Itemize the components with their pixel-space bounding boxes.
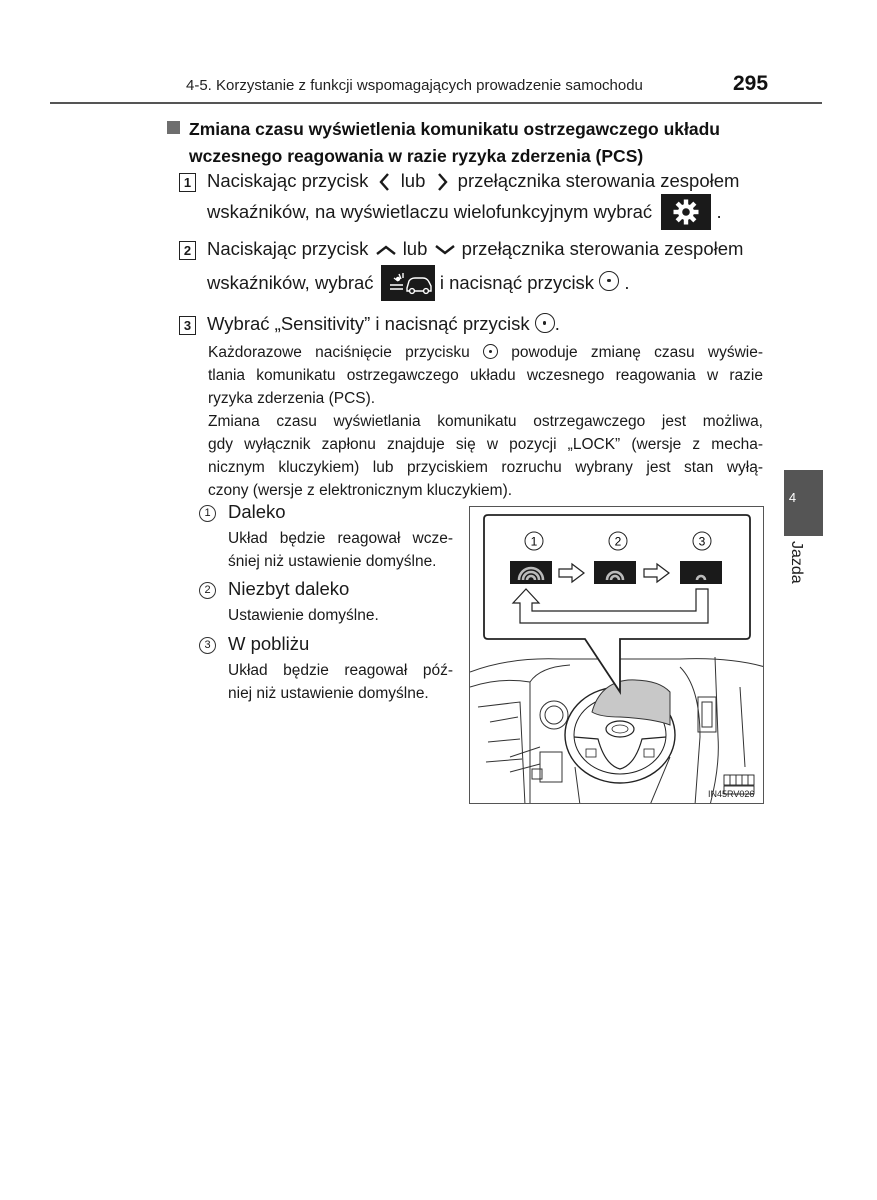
step-2-line2 <box>207 265 629 301</box>
pcs-warning-display-icon <box>381 265 435 301</box>
step-2-text-b: przełącznika sterowania zespołem <box>461 238 744 259</box>
note-2-line-4: czony (wersje z elektronicznym kluczykiem). <box>208 482 513 499</box>
figure-marker-2 <box>609 532 627 550</box>
option-3-desc-line1: Układ będzie reagował póź- <box>228 662 453 679</box>
step-1-or: lub <box>400 170 426 191</box>
step-3-number: 3 <box>179 316 196 335</box>
option-1-label: Daleko <box>228 501 286 522</box>
dashboard-illustration <box>470 507 764 804</box>
chevron-down-icon <box>433 240 457 260</box>
chapter-tab-label-text: Jazda <box>788 541 805 584</box>
note-2-line-3: nicznym kluczykiem) lub przyciskiem rozruchu wybrany jest stan wyłą- <box>208 459 763 476</box>
step-3-line1 <box>207 313 560 335</box>
option-3-marker: 3 <box>199 637 216 654</box>
step-2-text-d: i nacisnąć przycisk <box>439 272 595 293</box>
section-title <box>189 116 789 170</box>
step-2-or: lub <box>402 238 428 259</box>
sensitivity-middle-display-icon <box>594 561 636 584</box>
option-2-desc-line1: Ustawienie domyślne. <box>228 607 379 624</box>
section-title-line2: wczesnego reagowania w razie ryzyka zderzenia (PCS) <box>189 146 644 166</box>
step-1-text-b: przełącznika sterowania zespołem <box>457 170 740 191</box>
step-3-end: . <box>554 313 560 334</box>
section-bullet-icon <box>167 121 180 134</box>
settings-gear-display-icon <box>661 194 711 230</box>
note-1-text-a: Każdorazowe naciśnięcie przycisku <box>208 344 470 361</box>
note-2-line-2: gdy wyłącznik zapłonu znajduje się w pozycji „LOCK” (wersje z mecha- <box>208 436 763 453</box>
step-3-text: Wybrać „Sensitivity” i nacisnąć przycisk <box>207 313 530 334</box>
note-paragraph-2 <box>208 410 763 502</box>
step-1-end: . <box>716 201 722 222</box>
option-1-marker: 1 <box>199 505 216 522</box>
chevron-right-icon <box>431 171 453 193</box>
chapter-tab-number: 4 <box>788 490 797 505</box>
step-2-line1 <box>207 238 743 260</box>
note-1-line-3: ryzyka zderzenia (PCS). <box>208 390 376 407</box>
step-1-line1 <box>207 170 739 193</box>
option-3-label: W pobliżu <box>228 633 310 654</box>
chapter-tab-label <box>783 541 809 601</box>
step-2-end: . <box>624 272 630 293</box>
svg-text:2: 2 <box>614 534 622 549</box>
note-paragraph-1 <box>208 341 763 410</box>
option-1-desc <box>228 527 453 573</box>
note-2-line-1: Zmiana czasu wyświetlania komunikatu ostrzegawczego jest możliwa, <box>208 413 763 430</box>
step-1-number: 1 <box>179 173 196 192</box>
step-2-text-c: wskaźników, wybrać <box>207 272 374 293</box>
dashboard-figure <box>469 506 764 804</box>
svg-text:3: 3 <box>698 534 706 549</box>
svg-text:1: 1 <box>530 534 538 549</box>
header-rule <box>50 102 822 104</box>
option-2-desc <box>228 604 453 627</box>
chevron-up-icon <box>374 240 398 260</box>
option-3-desc <box>228 659 453 705</box>
figure-marker-1 <box>525 532 543 550</box>
option-2-label: Niezbyt daleko <box>228 578 350 599</box>
ok-button-icon <box>599 271 619 291</box>
step-2-text-a: Naciskając przycisk <box>207 238 369 259</box>
ok-button-icon <box>535 313 555 333</box>
step-1-line2 <box>207 194 722 230</box>
chevron-left-icon <box>374 171 396 193</box>
step-1-text-c: wskaźników, na wyświetlaczu wielofunkcyjnym wybrać <box>207 201 653 222</box>
note-1-line-1 <box>208 341 763 364</box>
sensitivity-far-display-icon <box>510 561 552 584</box>
step-2-number: 2 <box>179 241 196 260</box>
option-1-desc-line1: Układ będzie reagował wcze- <box>228 530 453 547</box>
figure-marker-3 <box>693 532 711 550</box>
step-1-text-a: Naciskając przycisk <box>207 170 369 191</box>
figure-code: IN45RV026 <box>708 789 755 799</box>
section-title-line1: Zmiana czasu wyświetlenia komunikatu ostrzegawczego układu <box>189 119 720 139</box>
ok-button-icon <box>483 344 498 359</box>
option-1-desc-line2: śniej niż ustawienie domyślne. <box>228 553 437 570</box>
option-2-marker: 2 <box>199 582 216 599</box>
note-1-text-b: powoduje zmianę czasu wyświe- <box>511 344 763 361</box>
note-1-line-2: tlania komunikatu ostrzegawczego układu wczesnego reagowania w razie <box>208 367 763 384</box>
option-3-desc-line2: niej niż ustawienie domyślne. <box>228 685 429 702</box>
chapter-title: 4-5. Korzystanie z funkcji wspomagających prowadzenie samochodu <box>186 77 643 94</box>
page-number: 295 <box>733 72 769 95</box>
sensitivity-near-display-icon <box>680 561 722 584</box>
